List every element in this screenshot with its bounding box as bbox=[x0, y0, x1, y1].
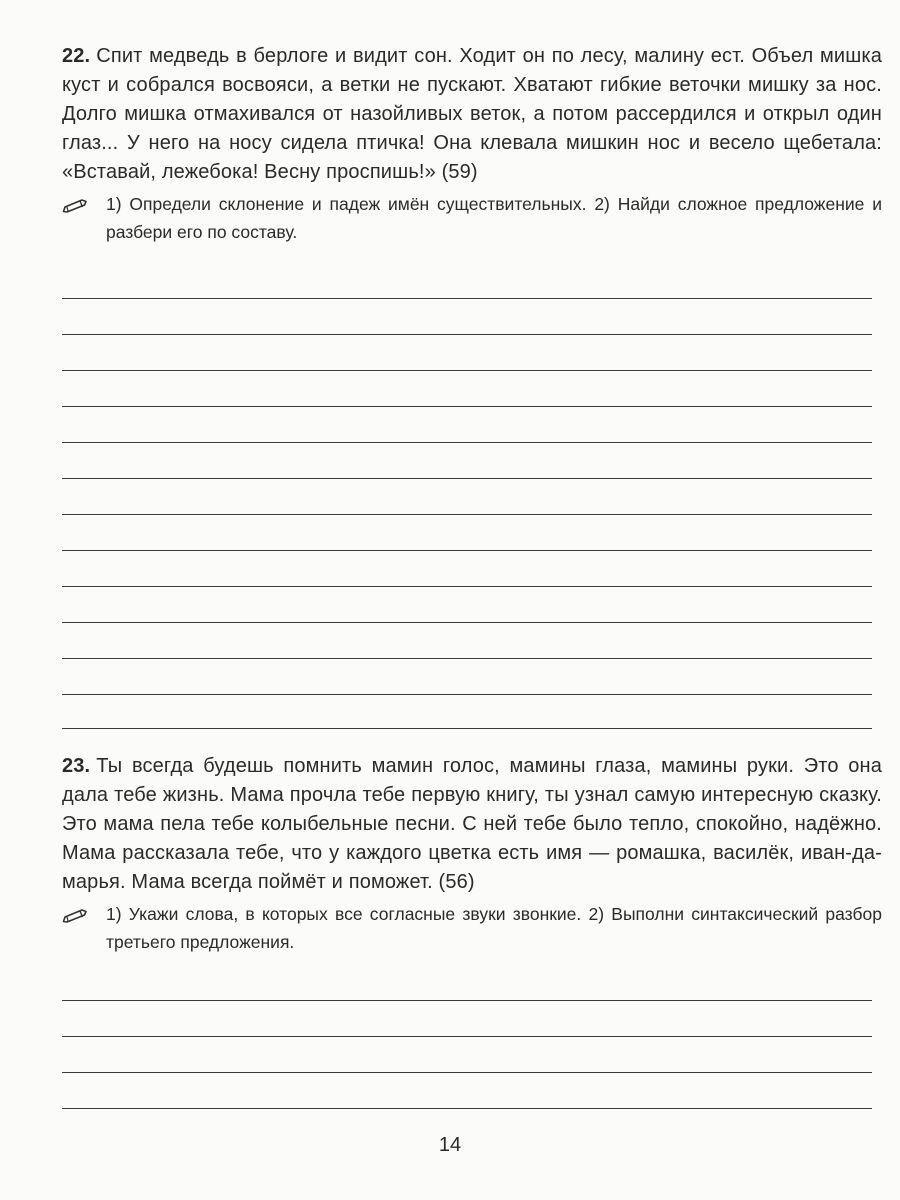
exercise-text bbox=[62, 752, 882, 897]
pencil-icon bbox=[62, 903, 90, 923]
answer-line[interactable] bbox=[62, 406, 872, 407]
answer-line[interactable] bbox=[62, 658, 872, 659]
answer-line[interactable] bbox=[62, 1108, 872, 1109]
answer-line[interactable] bbox=[62, 1036, 872, 1037]
answer-line[interactable] bbox=[62, 370, 872, 371]
answer-line[interactable] bbox=[62, 728, 872, 729]
exercise-body: Спит медведь в берлоге и видит сон. Ходит он по лесу, малину ест. Объел мишка куст и собрался восвояси, а ветки не пускают. Хватают гибкие веточки мишку за нос. Долго мишка отмахивался от назойливых веток, а потом рассердился и открыл один глаз... У него на носу сидела птичка! Она клевала мишкин нос и весело щебетала: «Вставай, лежебока! Весну проспишь!» (59) bbox=[62, 45, 882, 183]
answer-line[interactable] bbox=[62, 334, 872, 335]
task-text: 1) Определи склонение и падеж имён существительных. 2) Найди сложное предложение и разбери его по составу. bbox=[106, 194, 882, 242]
answer-line[interactable] bbox=[62, 514, 872, 515]
answer-line[interactable] bbox=[62, 622, 872, 623]
exercise-number: 23. bbox=[62, 755, 91, 777]
exercise-task bbox=[62, 900, 882, 956]
exercise-body: Ты всегда будешь помнить мамин голос, мамины глаза, мамины руки. Это она дала тебе жизнь. Мама прочла тебе первую книгу, ты узнал самую интересную сказку. Это мама пела тебе колыбельные песни. С ней тебе было тепло, спокойно, надёжно. Мама рассказала тебе, что у каждого цветка есть имя — ромашка, василёк, иван-да-марья. Мама всегда поймёт и поможет. (56) bbox=[62, 755, 882, 893]
exercise-text bbox=[62, 42, 882, 187]
answer-line[interactable] bbox=[62, 550, 872, 551]
task-text: 1) Укажи слова, в которых все согласные звуки звонкие. 2) Выполни синтаксический разбор третьего предложения. bbox=[106, 904, 882, 952]
exercise-task bbox=[62, 190, 882, 246]
answer-line[interactable] bbox=[62, 478, 872, 479]
answer-line[interactable] bbox=[62, 442, 872, 443]
answer-line[interactable] bbox=[62, 1000, 872, 1001]
exercise-23 bbox=[62, 752, 882, 956]
page-number: 14 bbox=[438, 1134, 462, 1156]
exercise-22 bbox=[62, 42, 882, 246]
answer-line[interactable] bbox=[62, 298, 872, 299]
exercise-number: 22. bbox=[62, 45, 91, 67]
answer-line[interactable] bbox=[62, 586, 872, 587]
pencil-icon bbox=[62, 193, 90, 213]
answer-line[interactable] bbox=[62, 1072, 872, 1073]
answer-line[interactable] bbox=[62, 694, 872, 695]
